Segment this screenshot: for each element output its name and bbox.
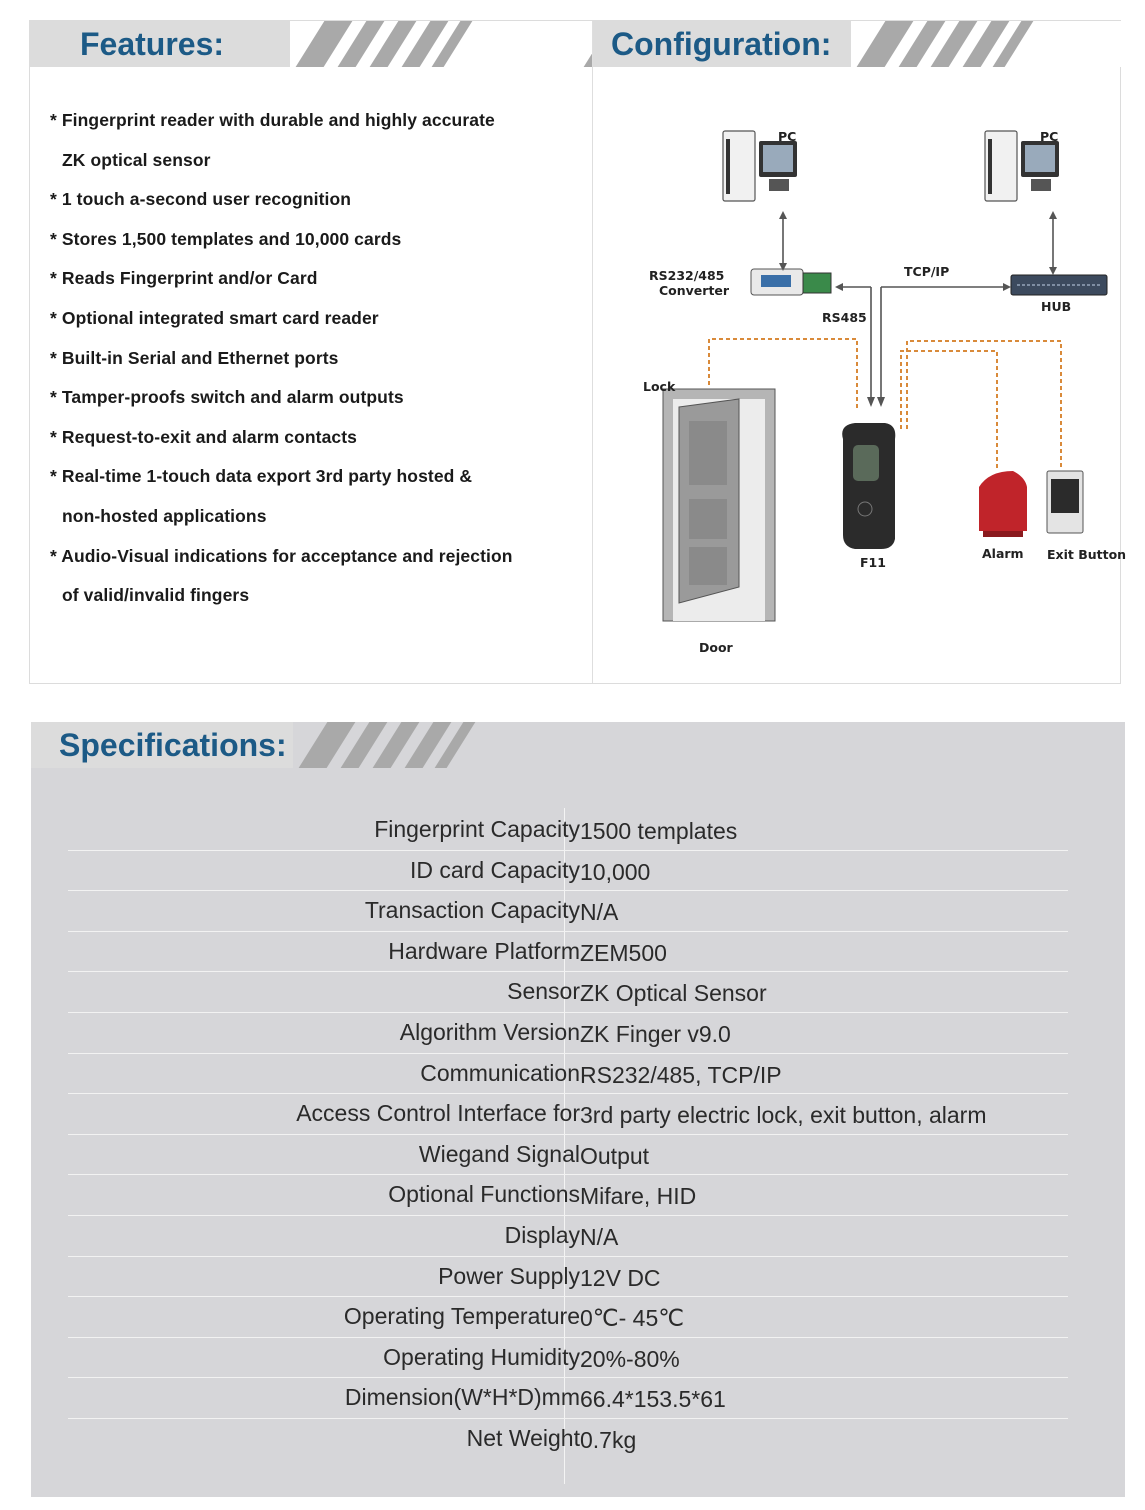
rs485-label: RS485 <box>822 310 867 325</box>
feature-item: * Fingerprint reader with durable and highly accurate ZK optical sensor <box>50 110 495 170</box>
spec-row <box>68 932 1068 973</box>
spec-value: ZK Finger v9.0 <box>580 1020 731 1047</box>
spec-label: ID card Capacity <box>409 856 580 883</box>
spec-value: ZK Optical Sensor <box>580 980 767 1007</box>
spec-value: 12V DC <box>580 1264 661 1291</box>
feature-item: * Reads Fingerprint and/or Card <box>50 268 318 289</box>
spec-label: Sensor <box>507 978 580 1005</box>
spec-label: Net Weight <box>466 1424 580 1451</box>
spec-label: Transaction Capacity <box>364 897 580 924</box>
lock-label: Lock <box>643 379 676 394</box>
spec-value: 3rd party electric lock, exit button, alarm <box>580 1102 987 1129</box>
spec-row <box>68 1175 1068 1216</box>
feature-item: * 1 touch a-second user recognition <box>50 189 352 210</box>
spec-value: N/A <box>580 1223 619 1250</box>
spec-row <box>68 972 1068 1013</box>
spec-label: Hardware Platform <box>388 937 580 964</box>
spec-value: N/A <box>580 899 619 926</box>
spec-value: 10,000 <box>580 858 651 885</box>
pc-right-label: PC <box>1040 129 1059 144</box>
spec-label: Fingerprint Capacity <box>374 816 580 842</box>
rs232-converter-icon <box>751 269 831 295</box>
configuration-diagram <box>593 69 1127 683</box>
exit-button-icon <box>1047 471 1083 533</box>
spec-row <box>68 1135 1068 1176</box>
features-header <box>30 21 592 67</box>
feature-item: * Stores 1,500 templates and 10,000 cards <box>50 228 402 249</box>
f11-label: F11 <box>860 555 886 570</box>
spec-row <box>68 1297 1068 1338</box>
spec-label: Power Supply <box>438 1262 580 1289</box>
spec-row <box>68 1419 1068 1459</box>
feature-item: * Built-in Serial and Ethernet ports <box>50 347 339 368</box>
spec-label: Dimension(W*H*D)mm <box>344 1384 580 1411</box>
spec-label: Optional Functions <box>388 1181 580 1208</box>
top-panel <box>29 20 1127 684</box>
features-header-stripes <box>290 21 592 67</box>
configuration-header-stripes <box>851 21 1121 67</box>
spec-row <box>68 810 1068 851</box>
features-list <box>50 101 570 616</box>
door-icon <box>663 389 775 621</box>
alarm-icon <box>979 471 1027 537</box>
spec-label: Display <box>504 1221 580 1248</box>
f11-device-icon <box>842 423 895 549</box>
hub-icon <box>1011 275 1107 295</box>
feature-item: * Request-to-exit and alarm contacts <box>50 426 358 447</box>
exit-button-wire <box>907 341 1061 469</box>
spec-row <box>68 891 1068 932</box>
hub-label: HUB <box>1041 299 1072 314</box>
spec-label: Operating Temperature <box>343 1303 580 1330</box>
spec-row <box>68 851 1068 892</box>
exit-button-label: Exit Button <box>1047 547 1127 562</box>
converter-label-2: Converter <box>659 283 730 298</box>
spec-row <box>68 1094 1068 1135</box>
feature-item: * Audio-Visual indications for acceptance and rejection of valid/invalid fingers <box>50 545 513 606</box>
feature-item: * Optional integrated smart card reader <box>50 307 379 328</box>
alarm-wire <box>901 351 997 469</box>
spec-label: Algorithm Version <box>399 1018 580 1045</box>
specifications-table <box>68 810 1068 1459</box>
pc-left-label: PC <box>778 129 797 144</box>
spec-row <box>68 1054 1068 1095</box>
spec-row <box>68 1257 1068 1298</box>
specifications-header <box>31 722 531 768</box>
configuration-diagram-svg <box>593 69 1121 683</box>
spec-value: ZEM500 <box>580 939 667 966</box>
spec-row <box>68 1013 1068 1054</box>
specifications-header-stripes <box>293 722 531 768</box>
spec-value: RS232/485, TCP/IP <box>580 1061 782 1088</box>
tcpip-label: TCP/IP <box>904 264 950 279</box>
spec-value: Output <box>580 1142 650 1169</box>
spec-value: 66.4*153.5*61 <box>580 1386 726 1413</box>
specifications-title: Specifications: <box>59 727 287 763</box>
spec-row <box>68 1378 1068 1419</box>
converter-label-1: RS232/485 <box>649 268 725 283</box>
configuration-header <box>593 21 1121 67</box>
spec-row <box>68 1338 1068 1379</box>
spec-value: Mifare, HID <box>580 1183 697 1210</box>
features-title: Features: <box>80 26 225 62</box>
spec-label: Operating Humidity <box>383 1343 580 1370</box>
configuration-title: Configuration: <box>611 26 832 62</box>
feature-item: * Real-time 1-touch data export 3rd party hosted & non-hosted applications <box>50 466 473 526</box>
spec-value: 0.7kg <box>580 1426 637 1453</box>
spec-row <box>68 1216 1068 1257</box>
spec-label: Communication <box>420 1059 580 1086</box>
door-label: Door <box>699 640 733 655</box>
spec-value: 1500 templates <box>580 818 738 844</box>
spec-value: 20%-80% <box>580 1345 680 1372</box>
feature-item: * Tamper-proofs switch and alarm outputs <box>50 387 404 408</box>
spec-label: Wiegand Signal <box>418 1140 580 1167</box>
alarm-label: Alarm <box>982 546 1024 561</box>
spec-label: Access Control Interface for <box>296 1100 580 1127</box>
spec-value: 0℃- 45℃ <box>580 1305 685 1332</box>
specifications-panel <box>31 722 1125 1497</box>
